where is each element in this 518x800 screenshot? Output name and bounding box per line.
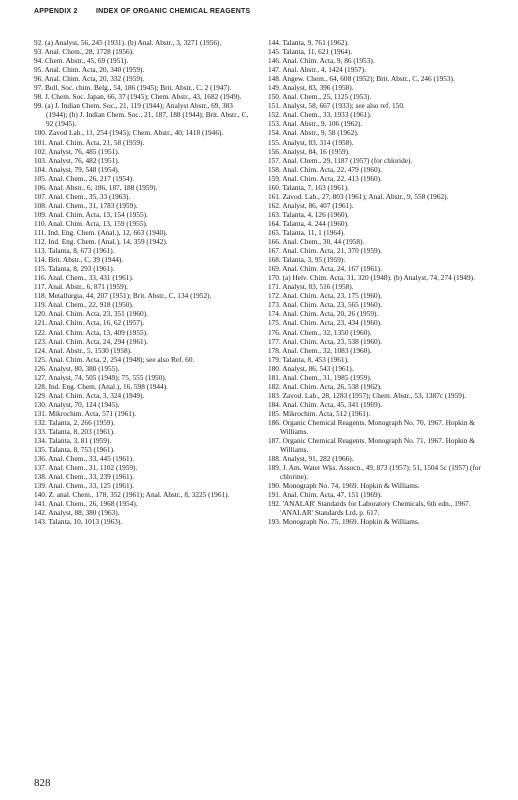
reference-entry: 158. Anal. Chim. Acta, 22, 479 (1960). [268, 164, 382, 174]
reference-entry: 172. Anal. Chim. Acta, 23, 175 (1960). [268, 291, 382, 301]
reference-entry: 110. Anal. Chim. Acta, 13, 159 (1955). [34, 218, 148, 228]
reference-entry: 181. Anal. Chem., 31, 1985 (1959). [268, 372, 372, 382]
reference-entry: 109. Anal. Chim. Acta, 13, 154 (1955). [34, 209, 148, 219]
reference-entry: 117. Anal. Abstr., 6, 871 (1959). [34, 282, 128, 292]
reference-entry: 129. Anal. Chim. Acta, 3, 324 (1949). [34, 390, 145, 400]
reference-entry: 92. (a) Analyst, 56, 245 (1931). (b) Anal. Abstr., 3, 3271 (1956). [34, 38, 222, 47]
reference-entry: 128. Ind. Eng. Chem. (Anal.), 16, 598 (1944). [34, 381, 168, 391]
reference-entry: 103. Analyst, 76, 482 (1951). [34, 155, 120, 165]
reference-entry: 136. Anal. Chem., 33, 445 (1961). [34, 454, 134, 464]
reference-entry: 132. Talanta, 2, 266 (1959). [34, 417, 115, 427]
reference-entry: 102. Analyst, 76, 485 (1951). [34, 146, 120, 156]
reference-entry: 149. Analyst, 83, 396 (1958). [268, 83, 354, 93]
reference-entry: 122. Anal. Chim. Acta, 13, 409 (1955). [34, 327, 148, 337]
reference-entry: 182. Anal. Chim. Acta, 26, 538 (1962). [268, 381, 382, 391]
reference-entry: 188. Analyst, 91, 282 (1966). [268, 454, 354, 464]
reference-entry: 151. Analyst, 58, 667 (1933); see also ref. 150. [268, 101, 405, 111]
reference-entry: 171. Analyst, 83, 516 (1958). [268, 282, 354, 292]
left-reference-column [34, 38, 252, 527]
appendix-label: APPENDIX 2 [34, 8, 78, 15]
reference-entry: 104. Analyst, 79, 548 (1954). [34, 164, 120, 174]
reference-entry: 175. Anal. Chim. Acta, 23, 434 (1960). [268, 318, 382, 328]
reference-entry: 130. Analyst, 70, 124 (1945). [34, 399, 120, 409]
reference-entry: 146. Anal. Chim. Acta, 9, 86 (1953). [268, 56, 375, 66]
reference-entry: 148. Angew. Chem., 64, 608 (1952); Brit. Abstr., C, 246 (1953). [268, 74, 455, 84]
reference-entry: 115. Talanta, 8, 293 (1961). [34, 264, 115, 274]
reference-entry: 111. Ind. Eng. Chem. (Anal.), 12, 663 (1940). [34, 227, 168, 237]
reference-entry: 121. Anal. Chim. Acta, 16, 62 (1957). [34, 318, 145, 328]
reference-entry: 141. Anal. Chem., 26, 1968 (1954). [34, 499, 138, 509]
reference-entry: 159. Anal. Chim. Acta, 22, 413 (1960). [268, 173, 382, 183]
reference-entry: 179. Talanta, 8, 453 (1961). [268, 354, 349, 364]
reference-entry: 155. Analyst, 83, 314 (1958). [268, 137, 354, 147]
reference-entry: 97. Bull. Soc. chim. Belg., 54, 186 (1945); Brit. Abstr., C, 2 (1947). [34, 83, 232, 93]
reference-entry: 167. Anal. Chim. Acta, 21, 370 (1959). [268, 246, 382, 256]
reference-entry: 190. Monograph No. 74, 1969. Hopkin & Williams. [268, 481, 420, 491]
reference-entry: 113. Talanta, 8, 673 (1961). [34, 246, 115, 256]
reference-entry: 163. Talanta, 4, 126 (1960). [268, 209, 349, 219]
reference-entry: 98. J. Chem. Soc. Japan, 66, 37 (1945); Chem. Abstr., 43, 1682 (1949). [34, 92, 242, 102]
reference-entry: 93. Anal. Chem., 28, 1728 (1956). [34, 47, 134, 57]
reference-entry: 157. Anal. Chem., 29, 1187 (1957) (for chloride). [268, 155, 413, 165]
reference-entry: 164. Talanta, 4, 244 (1960). [268, 218, 349, 228]
reference-entry: 143. Talanta, 10, 1013 (1963). [34, 517, 123, 527]
reference-entry: 178. Anal. Chem., 32, 1083 (1960). [268, 345, 372, 355]
reference-entry: 156. Analyst, 84, 16 (1959). [268, 146, 350, 156]
reference-entry: 142. Analyst, 88, 380 (1963). [34, 508, 120, 518]
reference-entry: 162. Analyst, 86, 407 (1961). [268, 200, 354, 210]
reference-entry: 127. Analyst, 74, 505 (1949); 75, 555 (1950). [34, 372, 167, 382]
reference-entry: 192. 'ANALAR' Standards for Laboratory Chemicals, 6th edn., 1967. 'ANALAR' Standards Ltd, p. 617. [268, 499, 471, 518]
reference-entry: 169. Anal. Chim. Acta, 24, 167 (1961). [268, 264, 382, 274]
reference-entry: 112. Ind. Eng. Chem. (Anal.), 14, 359 (1942). [34, 237, 168, 247]
reference-entry: 116. Anal. Chem., 33, 431 (1961). [34, 273, 134, 283]
reference-entry: 177. Anal. Chim. Acta, 23, 538 (1960). [268, 336, 382, 346]
reference-entry: 106. Anal. Abstr., 6, 186, 187, 188 (1959). [34, 182, 158, 192]
reference-entry: 124. Anal. Abstr., 5, 1530 (1958). [34, 345, 132, 355]
reference-entry: 114. Brit. Abstr., C, 39 (1944). [34, 255, 124, 265]
reference-entry: 126. Analyst, 80, 380 (1955). [34, 363, 120, 373]
reference-entry: 131. Mikrochim. Acta, 571 (1961). [34, 408, 137, 418]
reference-entry: 173. Anal. Chim. Acta, 23, 565 (1960). [268, 300, 382, 310]
reference-entry: 147. Anal. Abstr., 4, 1424 (1957). [268, 65, 366, 75]
reference-entry: 185. Mikrochim. Acta, 512 (1961). [268, 408, 371, 418]
reference-entry: 150. Anal. Chem., 25, 1125 (1953). [268, 92, 372, 102]
running-title: INDEX OF ORGANIC CHEMICAL REAGENTS [95, 8, 251, 15]
reference-entry: 123. Anal. Chim. Acta, 24, 294 (1961). [34, 336, 148, 346]
reference-entry: 144. Talanta, 9, 761 (1962). [268, 38, 349, 47]
reference-entry: 118. Metallurgia, 44, 207 (1951); Brit. Abstr., C, 134 (1952). [34, 291, 212, 301]
reference-entry: 119. Anal. Chem., 22, 918 (1950). [34, 300, 134, 310]
reference-entry: 137. Anal. Chem., 31, 1102 (1959). [34, 463, 138, 473]
reference-entry: 96. Anal. Chim. Acta, 20, 332 (1959). [34, 74, 145, 84]
reference-entry: 186. Organic Chemical Reagents. Monograph No. 70, 1967. Hopkin & Williams. [268, 417, 475, 437]
reference-entry: 139. Anal. Chem., 33, 125 (1961). [34, 481, 134, 491]
reference-entry: 165. Talanta, 11, 1 (1964). [268, 227, 345, 237]
reference-entry: 180. Analyst, 86, 543 (1961). [268, 363, 354, 373]
reference-entry: 152. Anal. Chem., 33, 1933 (1961). [268, 110, 372, 120]
reference-entry: 193. Monograph No. 75, 1969. Hopkin & Williams. [268, 517, 420, 527]
reference-entry: 95. Anal. Chim. Acta, 20, 340 (1959). [34, 65, 145, 75]
reference-entry: 125. Anal. Chim. Acta, 2, 254 (1948); see also Ref. 60. [34, 354, 195, 364]
reference-entry: 145. Talanta, 11, 621 (1964). [268, 47, 353, 57]
reference-entry: 154. Anal. Abstr., 9, 58 (1962). [268, 128, 359, 138]
reference-entry: 94. Chem. Abstr., 45, 69 (1951). [34, 56, 129, 66]
reference-entry: 108. Anal. Chem., 31, 1783 (1959). [34, 200, 138, 210]
reference-entry: 100. Zavod Lab., 11, 254 (1945); Chem. Abstr., 40, 1418 (1946). [34, 128, 224, 138]
reference-entry: 187. Organic Chemical Reagents. Monograph No. 71, 1967. Hopkin & Williams. [268, 436, 475, 455]
reference-entry: 105. Anal. Chem., 26, 217 (1954). [34, 173, 134, 183]
reference-entry: 107. Anal. Chem., 35, 33 (1963). [34, 191, 131, 201]
reference-entry: 189. J. Am. Water Wks. Assocn., 49, 873 (1957); 51, 1504 5c (1957) (for chlorine). [268, 463, 481, 482]
reference-entry: 133. Talanta, 8, 203 (1961). [34, 427, 115, 437]
right-reference-column [268, 38, 486, 527]
page-number: 828 [34, 777, 51, 789]
reference-entry: 174. Anal. Chim. Acta, 20, 26 (1959). [268, 309, 379, 319]
reference-entry: 184. Anal. Chim. Acta, 45, 341 (1969). [268, 399, 382, 409]
reference-entry: 170. (a) Helv. Chim. Acta, 31, 320 (1948). (b) Analyst, 74, 274 (1949). [268, 273, 475, 283]
reference-entry: 153. Anal. Abstr., 9, 106 (1962). [268, 119, 363, 129]
reference-entry: 138. Anal. Chem., 33, 239 (1961). [34, 472, 134, 482]
reference-entry: 134. Talanta, 3, 81 (1959). [34, 436, 112, 446]
reference-entry: 135. Talanta, 8, 753 (1961). [34, 445, 115, 455]
reference-entry: 168. Talanta, 3, 95 (1959). [268, 255, 346, 265]
reference-entry: 176. Anal. Chem., 32, 1350 (1960). [268, 327, 372, 337]
reference-entry: 120. Anal. Chim. Acta, 23, 351 (1960). [34, 309, 148, 319]
running-header [34, 8, 494, 15]
reference-entry: 161. Zavod. Lab., 27, 803 (1961); Anal. Abstr., 9, 558 (1962). [268, 191, 449, 201]
reference-entry: 183. Zavod. Lab., 28, 1283 (1957); Chem. Abstr., 53, 1387c (1959). [268, 390, 467, 400]
reference-entry: 140. Z. anal. Chem., 178, 352 (1961); Anal. Abstr., 8, 3225 (1961). [34, 490, 230, 500]
reference-entry: 101. Anal. Chim. Acta, 21, 58 (1959). [34, 137, 145, 147]
reference-entry: 99. (a) J. Indian Chem. Soc., 21, 119 (1944); Analyst Abstr., 69, 383 (1944); (b) J. Indian Chem. Soc., 21, 187, 188 (1944); Brit. Abstr., C, 92 (1945). [34, 101, 249, 129]
reference-entry: 160. Talanta, 7, 163 (1961). [268, 182, 349, 192]
reference-entry: 166. Anal. Chem., 30, 44 (1958). [268, 237, 365, 247]
reference-entry: 191. Anal. Chim. Acta, 47, 151 (1969). [268, 490, 382, 500]
